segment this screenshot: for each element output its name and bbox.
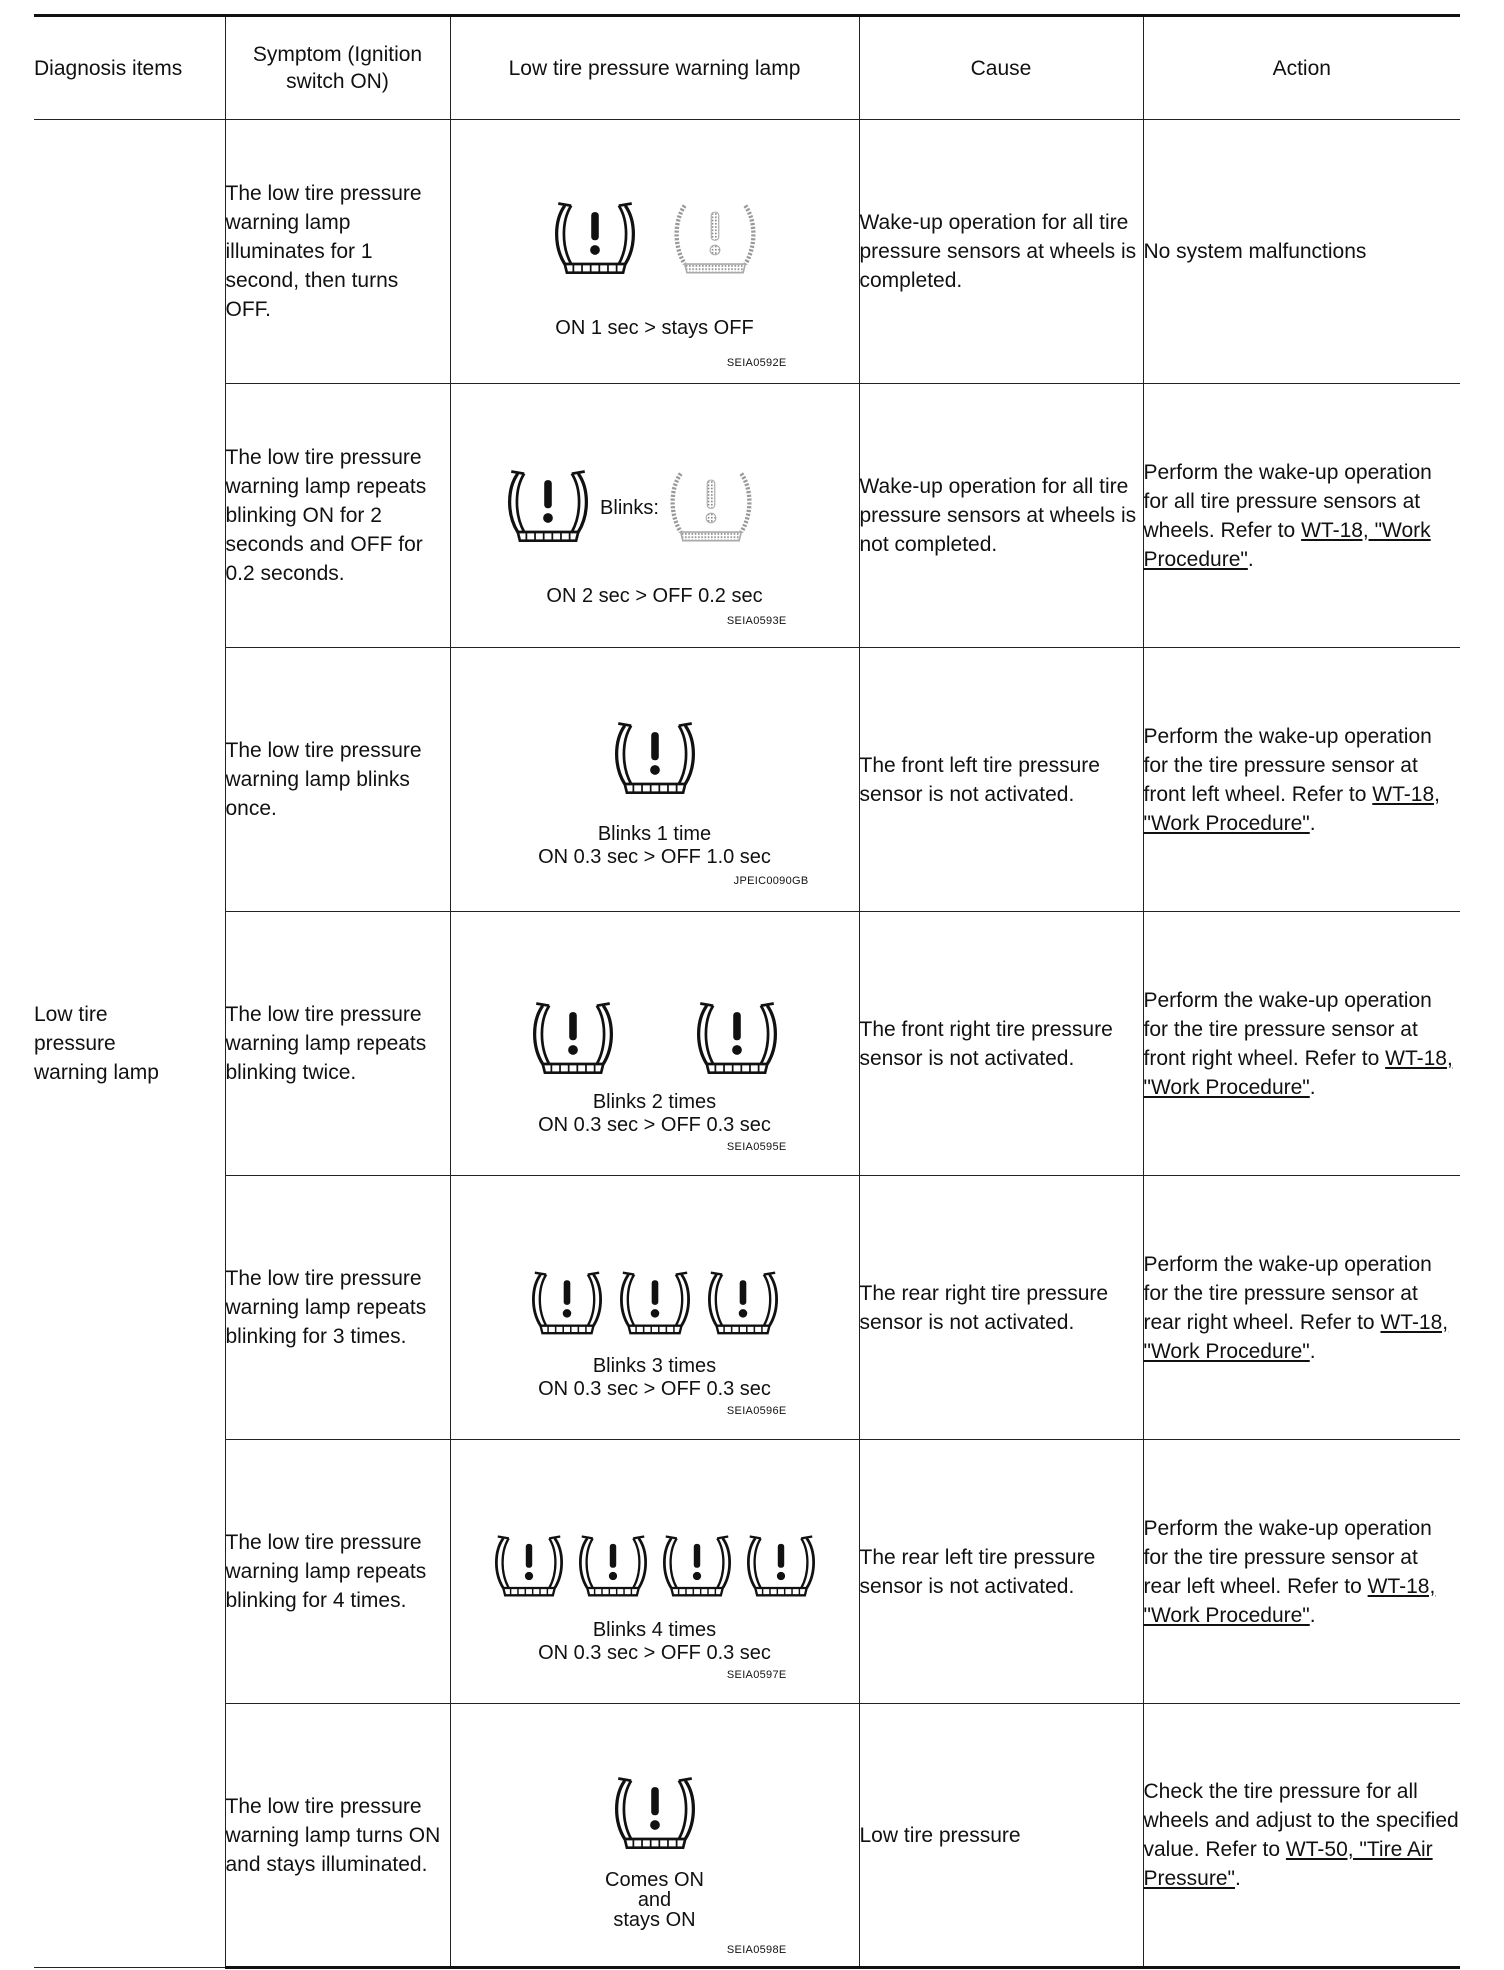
- header-cause: Cause: [859, 16, 1143, 120]
- lamp-cell: [450, 912, 859, 1176]
- table-row: [34, 1440, 1460, 1704]
- symptom-cell: The low tire pressure warning lamp illuminates for 1 second, then turns OFF.: [225, 120, 450, 384]
- action-link[interactable]: WT-18, "Work Procedure": [1143, 518, 1431, 571]
- cause-cell: The rear right tire pressure sensor is not activated.: [859, 1176, 1143, 1440]
- lamp-cell: [450, 1176, 859, 1440]
- action-link[interactable]: WT-50, "Tire Air Pressure": [1143, 1838, 1433, 1890]
- figure-code: SEIA0597E: [726, 1668, 787, 1681]
- lamp-caption: Comes ON and stays ON: [605, 1869, 704, 1931]
- tpms-warning-on-icon: [658, 1531, 736, 1599]
- table-row: [34, 384, 1460, 648]
- lamp-caption: Blinks 2 times ON 0.3 sec > OFF 0.3 sec: [538, 1090, 771, 1136]
- header-diagnosis-items: Diagnosis items: [34, 16, 225, 120]
- cause-cell: The front left tire pressure sensor is not activated.: [859, 648, 1143, 912]
- lamp-cell: [450, 120, 859, 384]
- lamp-cell: [450, 1704, 859, 1968]
- header-lamp: Low tire pressure warning lamp: [450, 16, 859, 120]
- figure-code: SEIA0596E: [726, 1404, 787, 1417]
- lamp-caption: ON 1 sec > stays OFF: [555, 316, 754, 339]
- table-row: [34, 120, 1460, 384]
- figure-code: SEIA0593E: [726, 614, 787, 627]
- lamp-cell: [450, 1440, 859, 1704]
- action-link[interactable]: WT-18, "Work Procedure": [1143, 1046, 1453, 1099]
- tpms-warning-on-icon: [527, 1267, 607, 1337]
- lamp-caption: Blinks 3 times ON 0.3 sec > OFF 0.3 sec: [538, 1354, 771, 1400]
- tpms-warning-on-icon: [742, 1531, 820, 1599]
- symptom-cell: The low tire pressure warning lamp repeats blinking for 3 times.: [225, 1176, 450, 1440]
- header-action: Action: [1143, 16, 1460, 120]
- lamp-caption: ON 2 sec > OFF 0.2 sec: [546, 584, 763, 607]
- header-symptom: Symptom (Ignition switch ON): [225, 16, 450, 120]
- diagnosis-table: [34, 14, 1460, 1969]
- action-cell: Perform the wake-up operation for the tire pressure sensor at rear left wheel. Refer to WT-18, "Work Procedure".: [1143, 1440, 1460, 1704]
- figure-code: JPEIC0090GB: [733, 874, 809, 887]
- cause-cell: Wake-up operation for all tire pressure sensors at wheels is completed.: [859, 120, 1143, 384]
- tpms-warning-on-icon: [703, 1267, 783, 1337]
- tpms-warning-on-icon: [574, 1531, 652, 1599]
- tpms-warning-on-icon: [549, 197, 641, 277]
- lamp-cell: [450, 384, 859, 648]
- action-link[interactable]: WT-18, "Work Procedure": [1143, 1574, 1436, 1627]
- lamp-caption: Blinks 4 times ON 0.3 sec > OFF 0.3 sec: [538, 1618, 771, 1664]
- tpms-warning-off-icon: [665, 465, 757, 545]
- tpms-warning-on-icon: [691, 997, 783, 1077]
- header-row: [34, 16, 1460, 120]
- cause-cell: The front right tire pressure sensor is not activated.: [859, 912, 1143, 1176]
- tpms-warning-on-icon: [490, 1531, 568, 1599]
- table-row: [34, 648, 1460, 912]
- symptom-cell: The low tire pressure warning lamp blinks once.: [225, 648, 450, 912]
- action-cell: Check the tire pressure for all wheels and adjust to the specified value. Refer to WT-50, "Tire Air Pressure".: [1143, 1704, 1460, 1968]
- cause-cell: The rear left tire pressure sensor is not activated.: [859, 1440, 1143, 1704]
- action-link[interactable]: WT-18, "Work Procedure": [1143, 1310, 1449, 1363]
- lamp-caption: Blinks 1 time ON 0.3 sec > OFF 1.0 sec: [538, 822, 771, 868]
- symptom-cell: The low tire pressure warning lamp repeats blinking twice.: [225, 912, 450, 1176]
- figure-code: SEIA0598E: [726, 1944, 787, 1956]
- figure-code: SEIA0595E: [726, 1140, 787, 1153]
- cause-cell: Low tire pressure: [859, 1704, 1143, 1968]
- tpms-warning-on-icon: [609, 1772, 701, 1852]
- action-link[interactable]: WT-18, "Work Procedure": [1143, 782, 1440, 835]
- action-cell: Perform the wake-up operation for all tire pressure sensors at wheels. Refer to WT-18, "Work Procedure".: [1143, 384, 1460, 648]
- tpms-warning-on-icon: [527, 997, 619, 1077]
- action-cell: Perform the wake-up operation for the tire pressure sensor at front right wheel. Refer to WT-18, "Work Procedure".: [1143, 912, 1460, 1176]
- symptom-cell: The low tire pressure warning lamp repeats blinking for 4 times.: [225, 1440, 450, 1704]
- blinks-label: Blinks:: [600, 497, 659, 519]
- action-cell: Perform the wake-up operation for the tire pressure sensor at rear right wheel. Refer to WT-18, "Work Procedure".: [1143, 1176, 1460, 1440]
- tpms-warning-on-icon: [502, 465, 594, 545]
- symptom-cell: The low tire pressure warning lamp turns ON and stays illuminated.: [225, 1704, 450, 1968]
- table-row: [34, 1704, 1460, 1968]
- diagnosis-item-cell: Low tire pressure warning lamp: [34, 120, 225, 1968]
- cause-cell: Wake-up operation for all tire pressure sensors at wheels is not completed.: [859, 384, 1143, 648]
- figure-code: SEIA0592E: [726, 356, 787, 369]
- action-cell: No system malfunctions: [1143, 120, 1460, 384]
- tpms-warning-on-icon: [609, 717, 701, 797]
- symptom-cell: The low tire pressure warning lamp repeats blinking ON for 2 seconds and OFF for 0.2 seconds.: [225, 384, 450, 648]
- action-cell: Perform the wake-up operation for the tire pressure sensor at front left wheel. Refer to WT-18, "Work Procedure".: [1143, 648, 1460, 912]
- table-row: [34, 912, 1460, 1176]
- tpms-warning-on-icon: [615, 1267, 695, 1337]
- tpms-warning-off-icon: [669, 197, 761, 277]
- lamp-cell: [450, 648, 859, 912]
- table-row: [34, 1176, 1460, 1440]
